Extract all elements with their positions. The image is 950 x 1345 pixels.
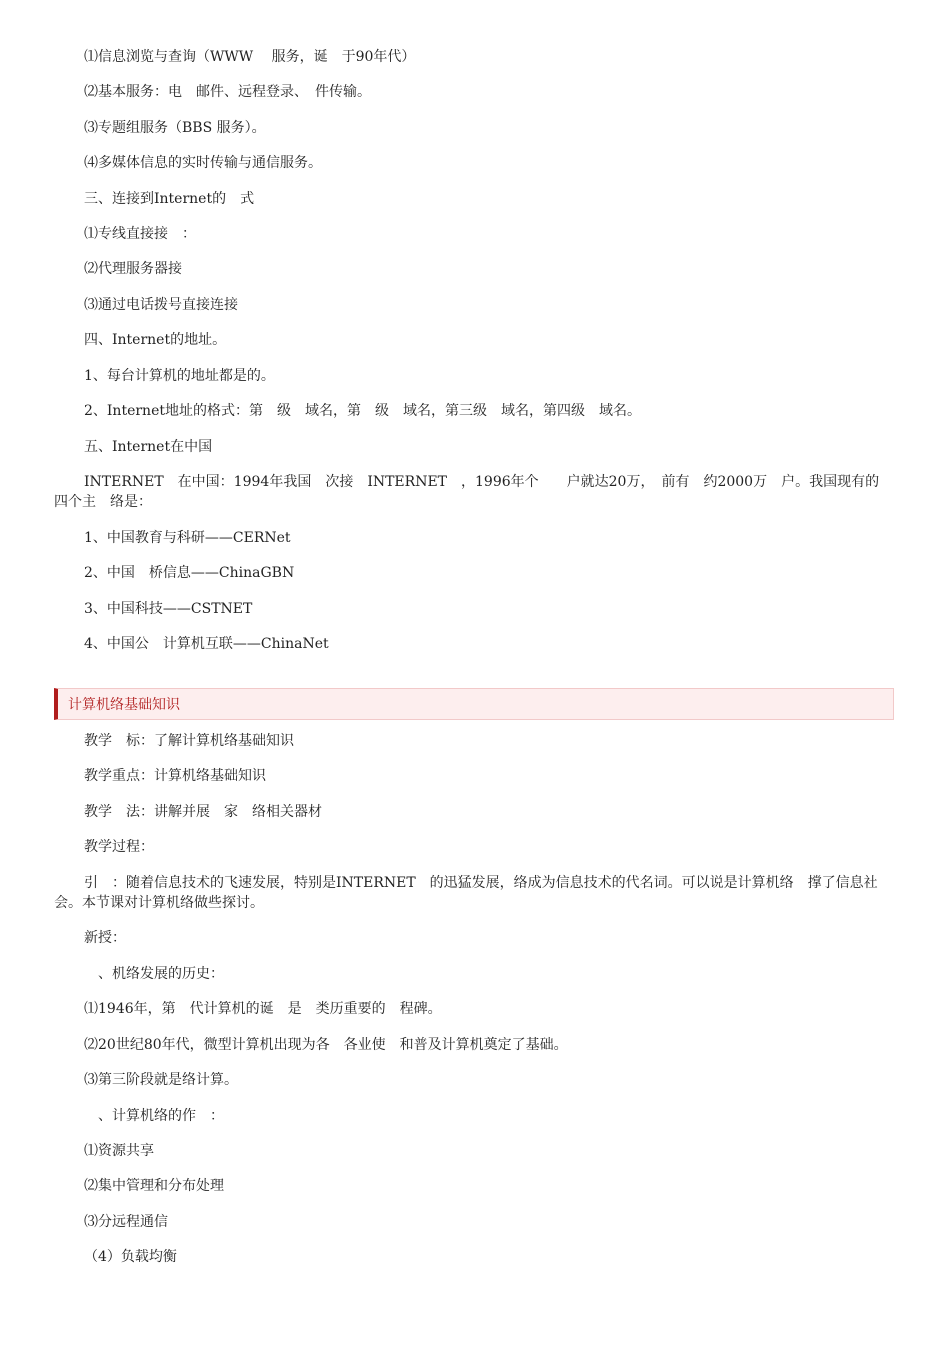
section-title: 计算机络基础知识	[68, 697, 180, 713]
teaching-method: 教学 法：讲解并展 家 络相关器材	[84, 804, 322, 820]
teaching-process: 教学过程：	[84, 839, 154, 855]
list-item: ⑵20世纪80年代，微型计算机出现为各 各业使 和普及计算机奠定了基础。	[84, 1037, 568, 1053]
list-item: ⑵集中管理和分布处理	[84, 1178, 224, 1194]
list-item: ⑵基本服务：电 邮件、远程登录、 件传输。	[84, 84, 371, 100]
list-item: ⑶专题组服务（BBS 服务）。	[84, 120, 266, 136]
list-item: ⑴信息浏览与查询（WWW 服务，诞 于90年代）	[84, 49, 416, 65]
teaching-goal: 教学 标：了解计算机络基础知识	[84, 733, 294, 749]
teaching-focus: 教学重点：计算机络基础知识	[84, 768, 266, 784]
list-item: 3、中国科技——CSTNET	[84, 601, 253, 617]
list-item: ⑴资源共享	[84, 1143, 154, 1159]
list-item: 4、中国公 计算机互联——ChinaNet	[84, 636, 329, 652]
subheading: 五、Internet在中国	[84, 439, 213, 455]
subheading: 四、Internet的地址。	[84, 332, 227, 348]
list-item: 1、每台计算机的地址都是的。	[84, 368, 275, 384]
list-item: ⑴专线直接接 ：	[84, 226, 196, 242]
list-item: ⑷多媒体信息的实时传输与通信服务。	[84, 155, 322, 171]
list-item: ⑶第三阶段就是络计算。	[84, 1072, 238, 1088]
paragraph: 引 ：随着信息技术的飞速发展，特别是INTERNET 的迅猛发展，络成为信息技术的代名词。可以说是计算机络 撑了信息社会。本节课对计算机络做些探讨。	[54, 875, 878, 911]
subheading: 、机络发展的历史：	[84, 966, 224, 982]
list-item: 1、中国教育与科研——CERNet	[84, 530, 291, 546]
section-header	[54, 688, 894, 720]
list-item: ⑴1946年，第 代计算机的诞 是 类历重要的 程碑。	[84, 1001, 442, 1017]
subheading: 三、连接到Internet的 式	[84, 191, 255, 207]
paragraph: INTERNET 在中国：1994年我国 次接 INTERNET ，1996年个 户就达20万， 前有 约2000万 户。我国现有的四个主 络是：	[54, 474, 880, 510]
list-item: （4）负载均衡	[84, 1249, 177, 1265]
list-item: 2、中国 桥信息——ChinaGBN	[84, 565, 295, 581]
list-item: ⑵代理服务器接	[84, 261, 182, 277]
list-item: ⑶通过电话拨号直接连接	[84, 297, 238, 313]
list-item: 2、Internet地址的格式：第 级 域名，第 级 域名，第三级 域名，第四级 域名。	[84, 403, 641, 419]
list-item: ⑶分远程通信	[84, 1214, 168, 1230]
new-lesson-label: 新授：	[84, 930, 126, 946]
subheading: 、计算机络的作 ：	[84, 1108, 224, 1124]
